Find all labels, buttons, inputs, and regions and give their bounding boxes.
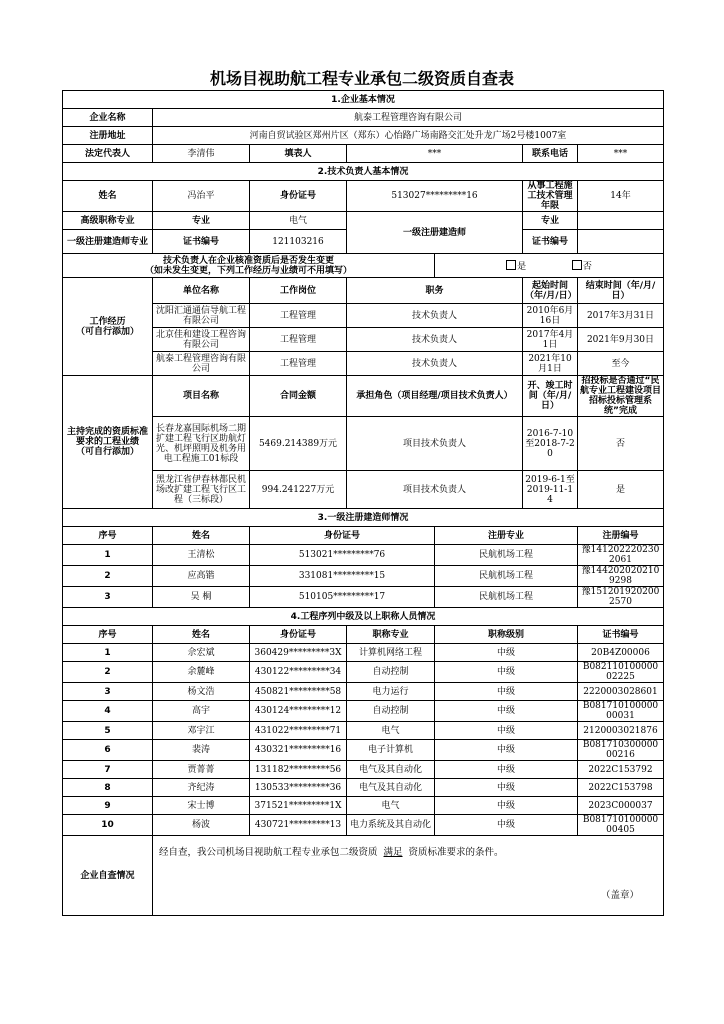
legal-rep: 李清伟	[153, 145, 250, 163]
staff-header-name: 姓名	[153, 626, 250, 644]
change-answer	[435, 254, 664, 278]
staff-row	[63, 797, 664, 815]
section-header: 3.一级注册建造师情况	[63, 509, 664, 527]
staff-header-cert: 证书编号	[578, 626, 664, 644]
section-4-header-row	[63, 608, 664, 626]
staff-row	[63, 644, 664, 662]
senior-title-row	[63, 212, 664, 230]
major2-label: 专业	[523, 212, 578, 230]
company-row	[63, 109, 664, 127]
staff-header-major: 职称专业	[347, 626, 435, 644]
staff-id: 430124*********12	[250, 701, 347, 722]
tech-lead-row	[63, 181, 664, 212]
project-time: 2016-7-10至2018-7-20	[523, 417, 578, 471]
phone-label: 联系电话	[523, 145, 578, 163]
no-checkbox[interactable]	[572, 260, 582, 270]
address-row	[63, 127, 664, 145]
change-question-line1: 技术负责人在企业核准资质后是否发生变更	[162, 255, 334, 266]
project-bid: 否	[578, 417, 664, 471]
engineer-major: 民航机场工程	[435, 566, 578, 587]
self-check-row	[63, 836, 664, 916]
staff-no: 2	[63, 662, 153, 683]
work-row	[63, 352, 664, 376]
staff-level: 中级	[435, 722, 578, 740]
filler: ***	[347, 145, 523, 163]
project-header-row	[63, 376, 664, 417]
staff-name: 余麓峰	[153, 662, 250, 683]
staff-level: 中级	[435, 644, 578, 662]
engineer-major: 民航机场工程	[435, 545, 578, 566]
self-check-label: 企业自查情况	[63, 836, 153, 916]
major2-value	[578, 212, 664, 230]
staff-cert: 2023C000037	[578, 797, 664, 815]
staff-no: 1	[63, 644, 153, 662]
name-label: 姓名	[63, 181, 153, 212]
staff-cert: 2220003028601	[578, 683, 664, 701]
work-label-line1: 工作经历	[89, 316, 126, 327]
major-value: 电气	[250, 212, 347, 230]
engineer-row	[63, 545, 664, 566]
work-post: 工程管理	[250, 352, 347, 376]
project-row	[63, 471, 664, 509]
engineer-id: 513021*********76	[250, 545, 435, 566]
page-title: 机场目视助航工程专业承包二级资质自查表	[209, 69, 514, 88]
staff-row	[63, 683, 664, 701]
engineer-reg: 豫1442020202109298	[578, 566, 664, 587]
engineer-id: 331081*********15	[250, 566, 435, 587]
staff-name: 佘宏斌	[153, 644, 250, 662]
address: 河南自贸试验区郑州片区（郑东）心怡路广场南路交汇处升龙广场2号楼1007室	[153, 127, 664, 145]
staff-id: 131182*********56	[250, 761, 347, 779]
engineer-name: 应高锴	[153, 566, 250, 587]
staff-major: 电气及其自动化	[347, 761, 435, 779]
project-role: 项目技术负责人	[347, 471, 523, 509]
qualification-form-table	[62, 90, 664, 916]
work-unit: 航泰工程管理咨询有限公司	[153, 352, 250, 376]
staff-major: 自动控制	[347, 701, 435, 722]
id-label: 身份证号	[250, 181, 347, 212]
staff-no: 8	[63, 779, 153, 797]
project-header-amount: 合同金额	[250, 376, 347, 417]
work-end: 2017年3月31日	[578, 304, 664, 328]
project-label-line2: （可自行添加）	[75, 447, 139, 457]
staff-header-level: 职称级别	[435, 626, 578, 644]
staff-no: 7	[63, 761, 153, 779]
staff-name: 杨文浩	[153, 683, 250, 701]
section-2-header-row	[63, 163, 664, 181]
staff-id: 450821*********58	[250, 683, 347, 701]
work-unit: 沈阳汇通通信导航工程有限公司	[153, 304, 250, 328]
cert2-label: 证书编号	[523, 230, 578, 254]
project-name: 长春龙嘉国际机场二期扩建工程飞行区助航灯光、机坪照明及机务用电工程施工01标段	[153, 417, 250, 471]
self-check-content	[153, 836, 664, 916]
staff-level: 中级	[435, 662, 578, 683]
section-header: 2.技术负责人基本情况	[63, 163, 664, 181]
staff-id: 431022*********71	[250, 722, 347, 740]
staff-major: 自动控制	[347, 662, 435, 683]
staff-major: 电气	[347, 722, 435, 740]
project-row	[63, 417, 664, 471]
work-row	[63, 328, 664, 352]
staff-level: 中级	[435, 701, 578, 722]
engineer-no: 1	[63, 545, 153, 566]
staff-row	[63, 761, 664, 779]
legal-row	[63, 145, 664, 163]
staff-header-id: 身份证号	[250, 626, 347, 644]
engineer-reg: 豫1412022202302061	[578, 545, 664, 566]
cert-value: 121103216	[250, 230, 347, 254]
staff-cert: B08171010000000031	[578, 701, 664, 722]
work-start: 2010年6月16日	[523, 304, 578, 328]
work-experience-label	[63, 278, 153, 376]
staff-name: 邓宇江	[153, 722, 250, 740]
staff-row	[63, 740, 664, 761]
change-question	[63, 254, 435, 278]
engineer-name: 王清松	[153, 545, 250, 566]
staff-major: 电子计算机	[347, 740, 435, 761]
staff-cert: B08171010000000405	[578, 815, 664, 836]
work-label-line2: （可自行添加）	[75, 326, 139, 337]
staff-major: 计算机网络工程	[347, 644, 435, 662]
work-header-post: 工作岗位	[250, 278, 347, 304]
section-1-header-row	[63, 91, 664, 109]
staff-cert: 2120003021876	[578, 722, 664, 740]
project-name: 黑龙江省伊春林都民机场改扩建工程飞行区工程（三标段）	[153, 471, 250, 509]
staff-row	[63, 662, 664, 683]
seal-placeholder: （盖章）	[600, 890, 639, 901]
cert2-value	[578, 230, 664, 254]
engineer-header-major: 注册专业	[435, 527, 578, 545]
company-name-label: 企业名称	[63, 109, 153, 127]
work-row	[63, 304, 664, 328]
staff-name: 齐纪涛	[153, 779, 250, 797]
engineer-header-no: 序号	[63, 527, 153, 545]
engineer-header-row	[63, 527, 664, 545]
work-header-end: 结束时间（年/月/日）	[578, 278, 664, 304]
work-end: 2021年9月30日	[578, 328, 664, 352]
staff-row	[63, 779, 664, 797]
yes-checkbox[interactable]	[506, 260, 516, 270]
project-header-name: 项目名称	[153, 376, 250, 417]
staff-major: 电力系统及其自动化	[347, 815, 435, 836]
project-header-role: 承担角色（项目经理/项目技术负责人）	[347, 376, 523, 417]
staff-cert: 2022C153798	[578, 779, 664, 797]
work-header-start: 起始时间（年/月/日）	[523, 278, 578, 304]
work-header-duty: 职务	[347, 278, 523, 304]
staff-level: 中级	[435, 761, 578, 779]
major-label: 专业	[153, 212, 250, 230]
engineer-header-id: 身份证号	[250, 527, 435, 545]
engineer-header-reg: 注册编号	[578, 527, 664, 545]
project-bid: 是	[578, 471, 664, 509]
work-post: 工程管理	[250, 328, 347, 352]
staff-id: 430721*********13	[250, 815, 347, 836]
reg-engineer-major-label: 一级注册建造师专业	[63, 230, 153, 254]
staff-no: 3	[63, 683, 153, 701]
staff-header-row	[63, 626, 664, 644]
staff-header-no: 序号	[63, 626, 153, 644]
project-time: 2019-6-1至2019-11-14	[523, 471, 578, 509]
project-label-line1: 主持完成的资质标准要求的工程业绩	[66, 427, 148, 447]
project-header-time: 开、竣工时间（年/月/日）	[523, 376, 578, 417]
staff-no: 6	[63, 740, 153, 761]
staff-level: 中级	[435, 797, 578, 815]
project-amount: 5469.214389万元	[250, 417, 347, 471]
section-header: 1.企业基本情况	[63, 91, 664, 109]
years-label: 从事工程施工技术管理年限	[523, 181, 578, 212]
staff-name: 高宇	[153, 701, 250, 722]
staff-id: 371521*********1X	[250, 797, 347, 815]
project-performance-label	[63, 376, 153, 509]
self-check-statement	[159, 848, 663, 858]
self-check-result: 满足	[383, 847, 403, 858]
staff-name: 贾菁菁	[153, 761, 250, 779]
engineer-id: 510105*********17	[250, 587, 435, 608]
engineer-name: 吴 桐	[153, 587, 250, 608]
work-header-unit: 单位名称	[153, 278, 250, 304]
work-post: 工程管理	[250, 304, 347, 328]
engineer-row	[63, 587, 664, 608]
staff-cert: B08211010000002225	[578, 662, 664, 683]
change-question-line2: （如未发生变更，下列工作经历与业绩可不用填写）	[144, 265, 352, 276]
staff-no: 9	[63, 797, 153, 815]
staff-id: 430122*********34	[250, 662, 347, 683]
staff-id: 130533*********36	[250, 779, 347, 797]
engineer-row	[63, 566, 664, 587]
no-label: 否	[582, 261, 592, 272]
engineer-no: 3	[63, 587, 153, 608]
tech-lead-years: 14年	[578, 181, 664, 212]
staff-major: 电力运行	[347, 683, 435, 701]
staff-level: 中级	[435, 779, 578, 797]
staff-row	[63, 722, 664, 740]
change-question-row	[63, 254, 664, 278]
staff-level: 中级	[435, 683, 578, 701]
staff-no: 5	[63, 722, 153, 740]
project-amount: 994.241227万元	[250, 471, 347, 509]
staff-name: 宋士博	[153, 797, 250, 815]
work-end: 至今	[578, 352, 664, 376]
work-start: 2017年4月1日	[523, 328, 578, 352]
work-duty: 技术负责人	[347, 304, 523, 328]
work-start: 2021年10月1日	[523, 352, 578, 376]
cert-label: 证书编号	[153, 230, 250, 254]
phone: ***	[578, 145, 664, 163]
staff-table-body	[63, 644, 664, 836]
work-duty: 技术负责人	[347, 328, 523, 352]
staff-no: 4	[63, 701, 153, 722]
work-duty: 技术负责人	[347, 352, 523, 376]
project-header-bid: 招投标是否通过“民航专业工程建设项目招标投标管理系统”完成	[578, 376, 664, 417]
company-name: 航泰工程管理咨询有限公司	[153, 109, 664, 127]
legal-rep-label: 法定代表人	[63, 145, 153, 163]
section-3-header-row	[63, 509, 664, 527]
staff-cert: B08171030000000216	[578, 740, 664, 761]
staff-major: 电气及其自动化	[347, 779, 435, 797]
staff-level: 中级	[435, 740, 578, 761]
work-unit: 北京佳和建设工程咨询有限公司	[153, 328, 250, 352]
address-label: 注册地址	[63, 127, 153, 145]
yes-label: 是	[517, 261, 527, 272]
staff-cert: 20B4Z00006	[578, 644, 664, 662]
work-header-row	[63, 278, 664, 304]
engineer-no: 2	[63, 566, 153, 587]
self-check-text-after: 资质标准要求的条件。	[408, 847, 504, 858]
staff-name: 裴涛	[153, 740, 250, 761]
staff-level: 中级	[435, 815, 578, 836]
project-role: 项目技术负责人	[347, 417, 523, 471]
staff-id: 430321*********16	[250, 740, 347, 761]
section-header: 4.工程序列中级及以上职称人员情况	[63, 608, 664, 626]
filler-label: 填表人	[250, 145, 347, 163]
tech-lead-id: 513027*********16	[347, 181, 523, 212]
staff-row	[63, 701, 664, 722]
engineer-major: 民航机场工程	[435, 587, 578, 608]
tech-lead-name: 冯治平	[153, 181, 250, 212]
self-check-text-before: 经自查，我公司机场目视助航工程专业承包二级资质	[159, 847, 378, 858]
engineer-reg: 豫1512019202002570	[578, 587, 664, 608]
engineer-label: 一级注册建造师	[347, 212, 523, 254]
staff-id: 360429*********3X	[250, 644, 347, 662]
staff-row	[63, 815, 664, 836]
staff-major: 电气	[347, 797, 435, 815]
engineer-header-name: 姓名	[153, 527, 250, 545]
senior-title-label: 高级职称专业	[63, 212, 153, 230]
staff-name: 杨波	[153, 815, 250, 836]
staff-no: 10	[63, 815, 153, 836]
staff-cert: 2022C153792	[578, 761, 664, 779]
